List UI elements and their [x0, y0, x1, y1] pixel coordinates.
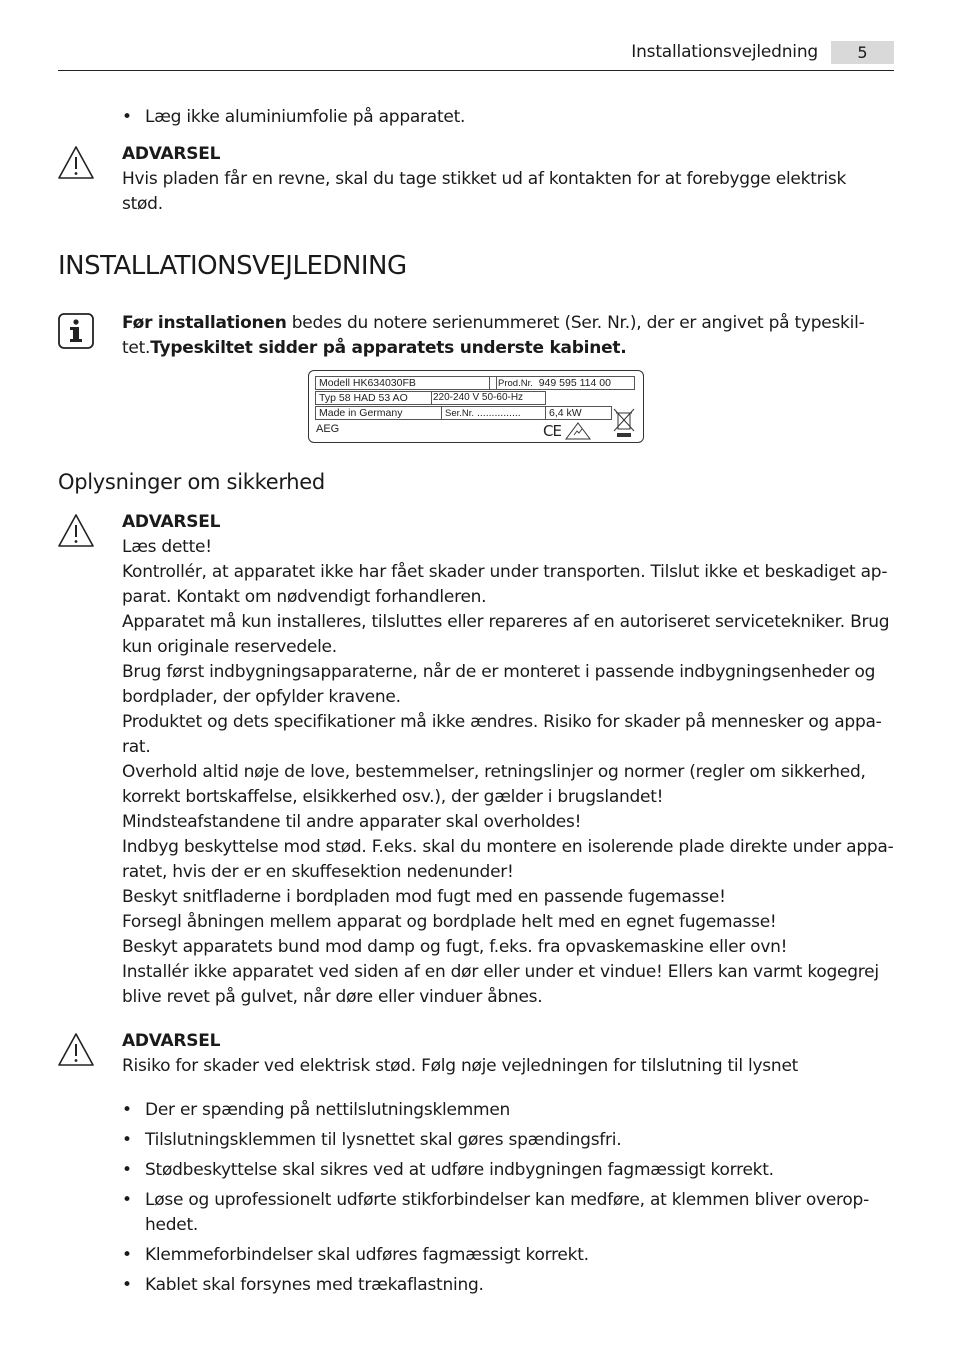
warning-triangle-icon: [56, 1031, 96, 1069]
warning-text-line: Indbyg beskyttelse mod stød. F.eks. skal du montere en isolerende plade direkte under appa-: [122, 837, 894, 857]
model-label: Modell: [319, 377, 350, 389]
list-item: • Kablet skal forsynes med trækaflastning.: [122, 1273, 894, 1298]
list-item: • Læg ikke aluminiumfolie på apparatet.: [122, 105, 894, 130]
list-item: • Klemmeforbindelser skal udføres fagmæssigt korrekt.: [122, 1243, 894, 1268]
rating-plate-power: 6,4 kW: [545, 406, 612, 420]
warning-triangle-icon: [56, 144, 96, 182]
warning-text-line: bordplader, der opfylder kravene.: [122, 687, 401, 707]
info-paragraph-line: [122, 336, 894, 361]
rating-plate: [308, 370, 644, 443]
ser-label: Ser.Nr.: [445, 408, 475, 419]
rating-plate-type: [315, 391, 432, 405]
rating-plate-voltage: 220-240 V 50-60-Hz: [431, 391, 546, 405]
rating-plate-made-in: Made in Germany: [315, 406, 442, 420]
list-item: • Der er spænding på nettilslutningsklemmen: [122, 1098, 894, 1123]
warning-text-line: korrekt bortskaffelse, elsikkerhed osv.), der gælder i brugslandet!: [122, 787, 664, 807]
warning-text-line: rat.: [122, 737, 151, 757]
info-text: bedes du notere serienummeret (Ser. Nr.), der er angivet på typeskil-: [286, 313, 865, 333]
warning-text-line: kun originale reservedele.: [122, 637, 337, 657]
warning-text-line: Installér ikke apparatet ved siden af en dør eller under et vindue! Ellers kan varmt kogegrej: [122, 962, 879, 982]
type-value: 58 HAD 53 AO: [338, 392, 408, 404]
info-icon: [56, 312, 96, 350]
header-section-title: Installationsvejledning: [631, 42, 818, 62]
intro-bullet-list: [122, 105, 894, 135]
info-bold-text: Før installationen: [122, 313, 287, 333]
list-item: • Løse og uprofessionelt udførte stikforbindelser kan medføre, at klemmen bliver overop- hedet.: [122, 1188, 894, 1238]
prod-value: 949 595 114 00: [538, 377, 611, 389]
ce-mark: CE: [543, 422, 561, 440]
list-item: • Stødbeskyttelse skal sikres ved at udføre indbygningen fagmæssigt korrekt.: [122, 1158, 894, 1183]
header-divider: [58, 70, 894, 71]
section-heading: Oplysninger om sikkerhed: [58, 470, 325, 494]
ser-value: ...............: [476, 407, 521, 419]
warning-text-line: Kontrollér, at apparatet ikke har fået skader under transporten. Tilslut ikke et beskadiget ap-: [122, 562, 888, 582]
warning-text-line: Risiko for skader ved elektrisk stød. Følg nøje vejledningen for tilslutning til lysnet: [122, 1056, 799, 1076]
rating-plate-ser-nr: [441, 406, 546, 420]
rating-plate-model: [315, 376, 497, 390]
warning-text-line: Brug først indbygningsapparaterne, når de er monteret i passende indbygningsenheder og: [122, 662, 876, 682]
warning-text-line: Apparatet må kun installeres, tilsluttes eller repareres af en autoriseret servicetekniker. Brug: [122, 612, 890, 632]
crossed-out-bin-icon: [611, 407, 637, 439]
warning-text-line: Læs dette!: [122, 537, 212, 557]
rating-plate-brand: AEG: [316, 423, 340, 435]
electrical-bullet-list: [122, 1098, 894, 1303]
warning-text-line: Forsegl åbningen mellem apparat og bordplade helt med en egnet fugemasse!: [122, 912, 777, 932]
page-number: 5: [831, 41, 894, 64]
warning-text-line: Produktet og dets specifikationer må ikke ændres. Risiko for skader på mennesker og appa-: [122, 712, 882, 732]
warning-text-line: Beskyt apparatets bund mod damp og fugt, f.eks. fra opvaskemaskine eller ovn!: [122, 937, 788, 957]
warning-triangle-icon: [56, 512, 96, 550]
info-bold-text: Typeskiltet sidder på apparatets underste kabinet.: [150, 338, 627, 358]
warning-text-line: Mindsteafstandene til andre apparater skal overholdes!: [122, 812, 582, 832]
warning-text-line: ratet, hvis der er en skuffesektion nedenunder!: [122, 862, 514, 882]
warning-text-line: stød.: [122, 194, 163, 214]
rating-plate-prod-nr: [489, 376, 635, 390]
warning-title: ADVARSEL: [122, 512, 221, 532]
warning-text-line: blive revet på gulvet, når døre eller vinduer åbnes.: [122, 987, 543, 1007]
warning-text-line: Beskyt snitfladerne i bordpladen mod fugt med en passende fugemasse!: [122, 887, 726, 907]
list-item: • Tilslutningsklemmen til lysnettet skal gøres spændingsfri.: [122, 1128, 894, 1153]
info-text: tet.: [122, 338, 151, 358]
prod-label: Prod.Nr.: [498, 378, 533, 389]
safety-mark-icon: [565, 422, 591, 440]
warning-title: ADVARSEL: [122, 1031, 221, 1051]
warning-text-line: parat. Kontakt om nødvendigt forhandleren.: [122, 587, 487, 607]
page-title: INSTALLATIONSVEJLEDNING: [58, 251, 407, 281]
type-label: Typ: [319, 392, 336, 404]
model-value: HK634030FB: [352, 377, 416, 389]
warning-text-line: Overhold altid nøje de love, bestemmelser, retningslinjer og normer (regler om sikkerhed,: [122, 762, 866, 782]
info-paragraph-line: [122, 311, 894, 336]
warning-text-line: Hvis pladen får en revne, skal du tage stikket ud af kontakten for at forebygge elektrisk: [122, 169, 847, 189]
warning-title: ADVARSEL: [122, 144, 221, 164]
